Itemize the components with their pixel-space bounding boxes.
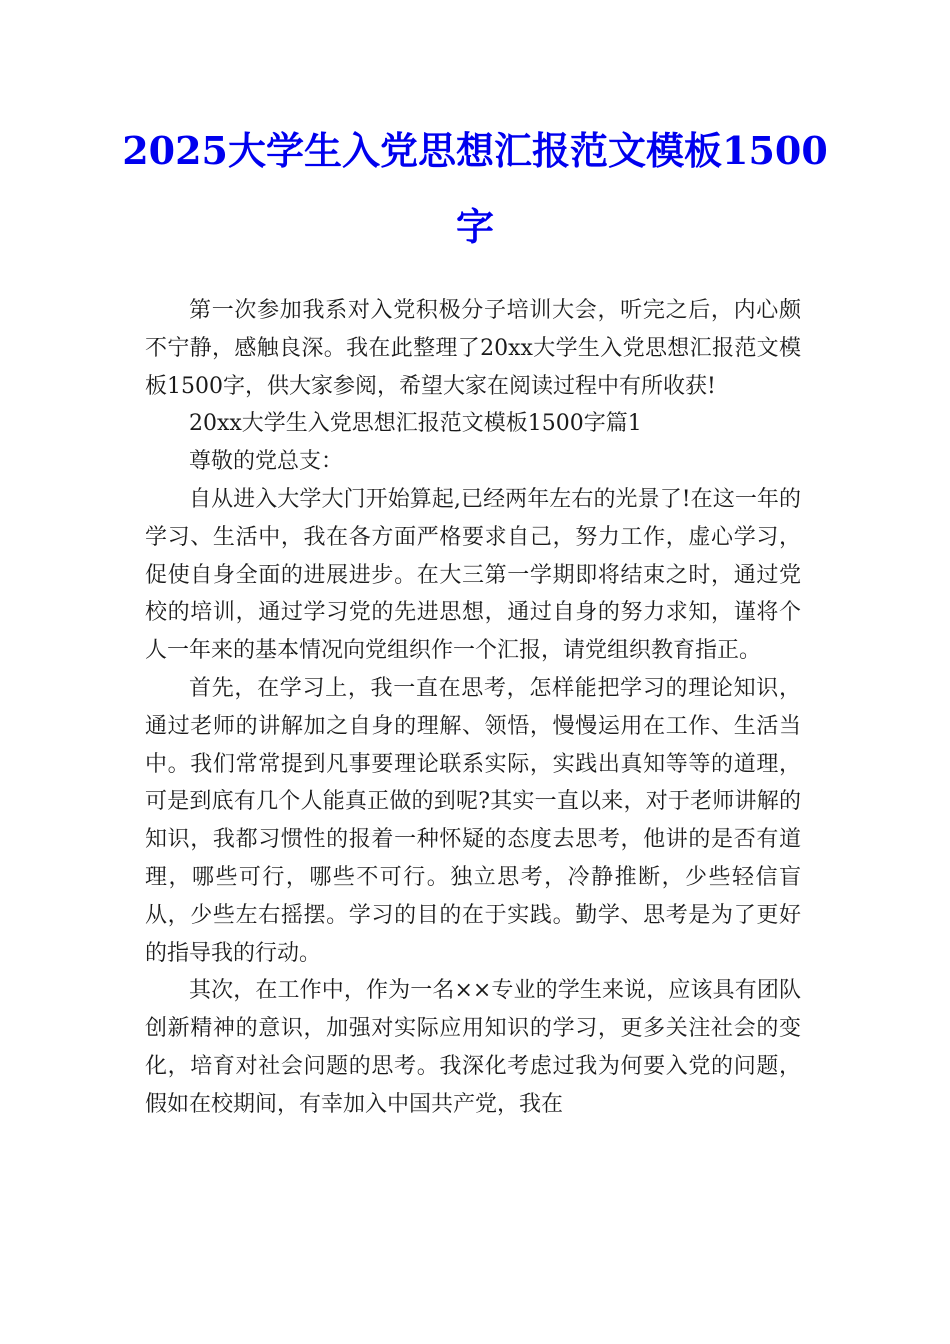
- paragraph-salutation: 尊敬的党总支：: [189, 449, 344, 475]
- paragraph-study: 首先，在学习上，我一直在思考，怎样能把学习的理论知识，通过老师的讲解加之自身的理解、领悟，慢慢运用在工作、生活当中。我们常常提到凡事要理论联系实际，实践出真知等等的道理，可是到底有几个人能真正做的到呢?其实一直以来，对于老师讲解的知识，我都习惯性的报着一种怀疑的态度去思考，他讲的是否有道理，哪些可行，哪些不可行。独立思考，冷静推断，少些轻信盲从，少些左右摇摆。学习的目的在于实践。勤学、思考是为了更好的指导我的行动。: [145, 675, 801, 966]
- paragraph-opening: 自从进入大学大门开始算起,已经两年左右的光景了!在这一年的学习、生活中，我在各方面严格要求自己，努力工作，虚心学习，促使自身全面的进展进步。在大三第一学期即将结束之时，通过党校的培训，通过学习党的先进思想，通过自身的努力求知，谨将个人一年来的基本情况向党组织作一个汇报，请党组织教育指正。: [145, 486, 801, 664]
- paragraph-section-heading: 20xx大学生入党思想汇报范文模板1500字篇1: [189, 411, 642, 437]
- document-body: [145, 292, 801, 1124]
- document-title-line-2: 字: [455, 204, 494, 249]
- document-title-line-1: 2025大学生入党思想汇报范文模板1500: [122, 128, 828, 173]
- paragraph-work: 其次，在工作中，作为一名××专业的学生来说，应该具有团队创新精神的意识，加强对实际应用知识的学习，更多关注社会的变化，培育对社会问题的思考。我深化考虑过我为何要入党的问题，假如在校期间，有幸加入中国共产党，我在: [145, 978, 801, 1117]
- paragraph-intro: 第一次参加我系对入党积极分子培训大会，听完之后，内心颇不宁静，感触良深。我在此整理了20xx大学生入党思想汇报范文模板1500字，供大家参阅，希望大家在阅读过程中有所收获!: [145, 298, 801, 399]
